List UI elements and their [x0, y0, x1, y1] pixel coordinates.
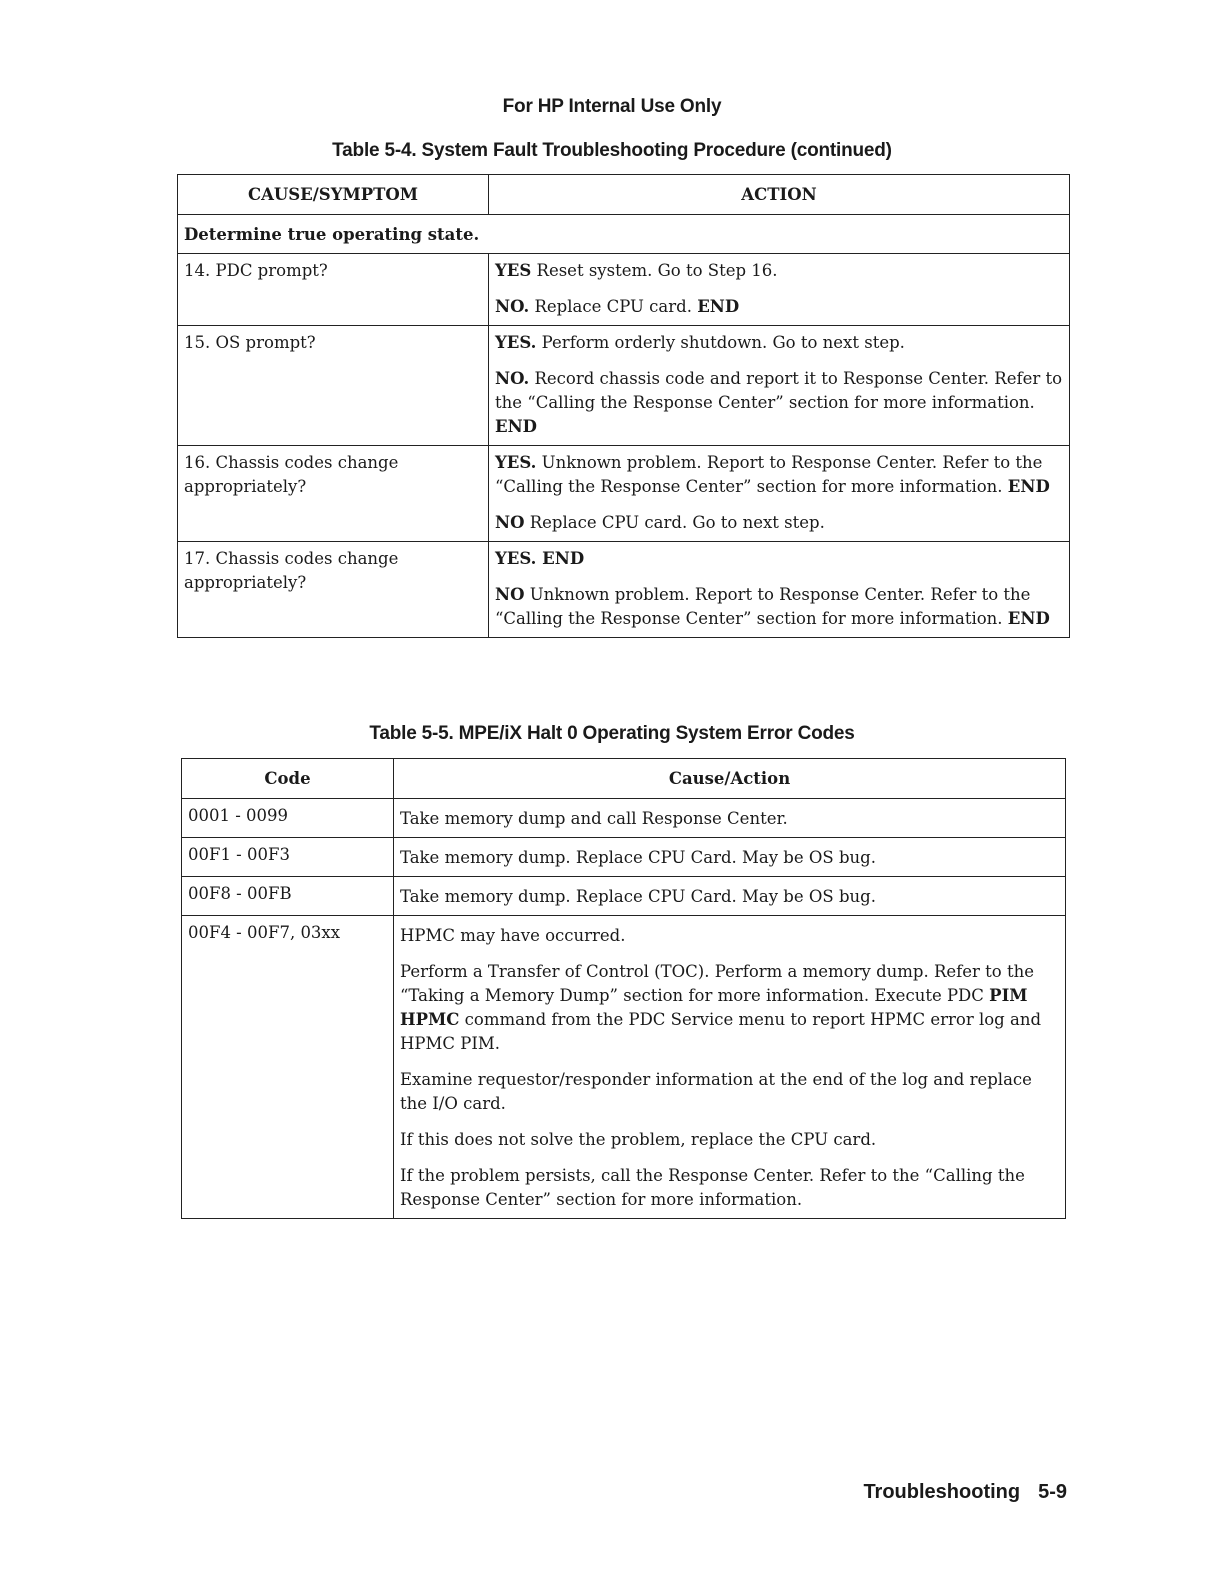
table1-header-row — [178, 175, 1070, 215]
table1-title: Table 5-4. System Fault Troubleshooting Procedure (continued) — [332, 140, 892, 161]
action-yes: YES Reset system. Go to Step 16. — [495, 261, 778, 280]
action-no: NO. Record chassis code and report it to Response Center. Refer to the “Calling the Response Center” section for more information. END — [495, 369, 1063, 436]
action-no: NO Unknown problem. Report to Response Center. Refer to the “Calling the Response Center” section for more information. END — [495, 585, 1050, 628]
action-cell — [489, 326, 1070, 446]
table-row — [182, 877, 1066, 916]
table-row — [178, 542, 1070, 638]
table-row — [182, 838, 1066, 877]
action-header: ACTION — [489, 175, 1070, 215]
action-cell — [489, 446, 1070, 542]
action-no: NO. Replace CPU card. END — [495, 297, 740, 316]
cause-action-header: Cause/Action — [394, 759, 1066, 799]
action-cell: Take memory dump and call Response Center. — [394, 799, 1066, 838]
action-paragraph: Examine requestor/responder information at the end of the log and replace the I/O card. — [400, 1070, 1032, 1113]
code-header: Code — [182, 759, 394, 799]
table2-title: Table 5-5. MPE/iX Halt 0 Operating System Error Codes — [369, 723, 855, 744]
code-cell: 00F4 - 00F7, 03xx — [182, 916, 394, 1219]
cause-symptom-header: CAUSE/SYMPTOM — [178, 175, 489, 215]
action-paragraph: If this does not solve the problem, replace the CPU card. — [400, 1130, 877, 1149]
section-heading: Determine true operating state. — [178, 215, 1070, 254]
internal-use-notice: For HP Internal Use Only — [502, 96, 722, 117]
footer-section: Troubleshooting — [863, 1481, 1021, 1503]
action-cell — [489, 254, 1070, 326]
table-row — [182, 916, 1066, 1219]
code-cell: 0001 - 0099 — [182, 799, 394, 838]
action-yes: YES. Perform orderly shutdown. Go to next step. — [495, 333, 905, 352]
action-yes: YES. END — [495, 549, 585, 568]
action-paragraph: If the problem persists, call the Response Center. Refer to the “Calling the Response Center” section for more information. — [400, 1166, 1025, 1209]
action-cell — [394, 916, 1066, 1219]
cause-cell: 16. Chassis codes change appropriately? — [178, 446, 489, 542]
table2-header-row — [182, 759, 1066, 799]
table-row — [178, 446, 1070, 542]
page-footer — [863, 1481, 1067, 1504]
table-row — [178, 254, 1070, 326]
action-paragraph: Perform a Transfer of Control (TOC). Perform a memory dump. Refer to the “Taking a Memory Dump” section for more information. Execute PDC PIM HPMC command from the PDC Service menu to report HPMC error log and HPMC PIM. — [400, 962, 1042, 1053]
code-cell: 00F8 - 00FB — [182, 877, 394, 916]
page-number: 5-9 — [1038, 1481, 1067, 1503]
code-cell: 00F1 - 00F3 — [182, 838, 394, 877]
cause-cell: 14. PDC prompt? — [178, 254, 489, 326]
action-paragraph: HPMC may have occurred. — [400, 926, 626, 945]
table-row — [178, 326, 1070, 446]
error-codes-table — [181, 758, 1066, 1219]
troubleshooting-table — [177, 174, 1070, 638]
section-row — [178, 215, 1070, 254]
action-yes: YES. Unknown problem. Report to Response Center. Refer to the “Calling the Response Center” section for more information. END — [495, 453, 1050, 496]
action-cell: Take memory dump. Replace CPU Card. May be OS bug. — [394, 877, 1066, 916]
table-row — [182, 799, 1066, 838]
action-cell: Take memory dump. Replace CPU Card. May be OS bug. — [394, 838, 1066, 877]
cause-cell: 15. OS prompt? — [178, 326, 489, 446]
cause-cell: 17. Chassis codes change appropriately? — [178, 542, 489, 638]
action-cell — [489, 542, 1070, 638]
action-no: NO Replace CPU card. Go to next step. — [495, 513, 825, 532]
